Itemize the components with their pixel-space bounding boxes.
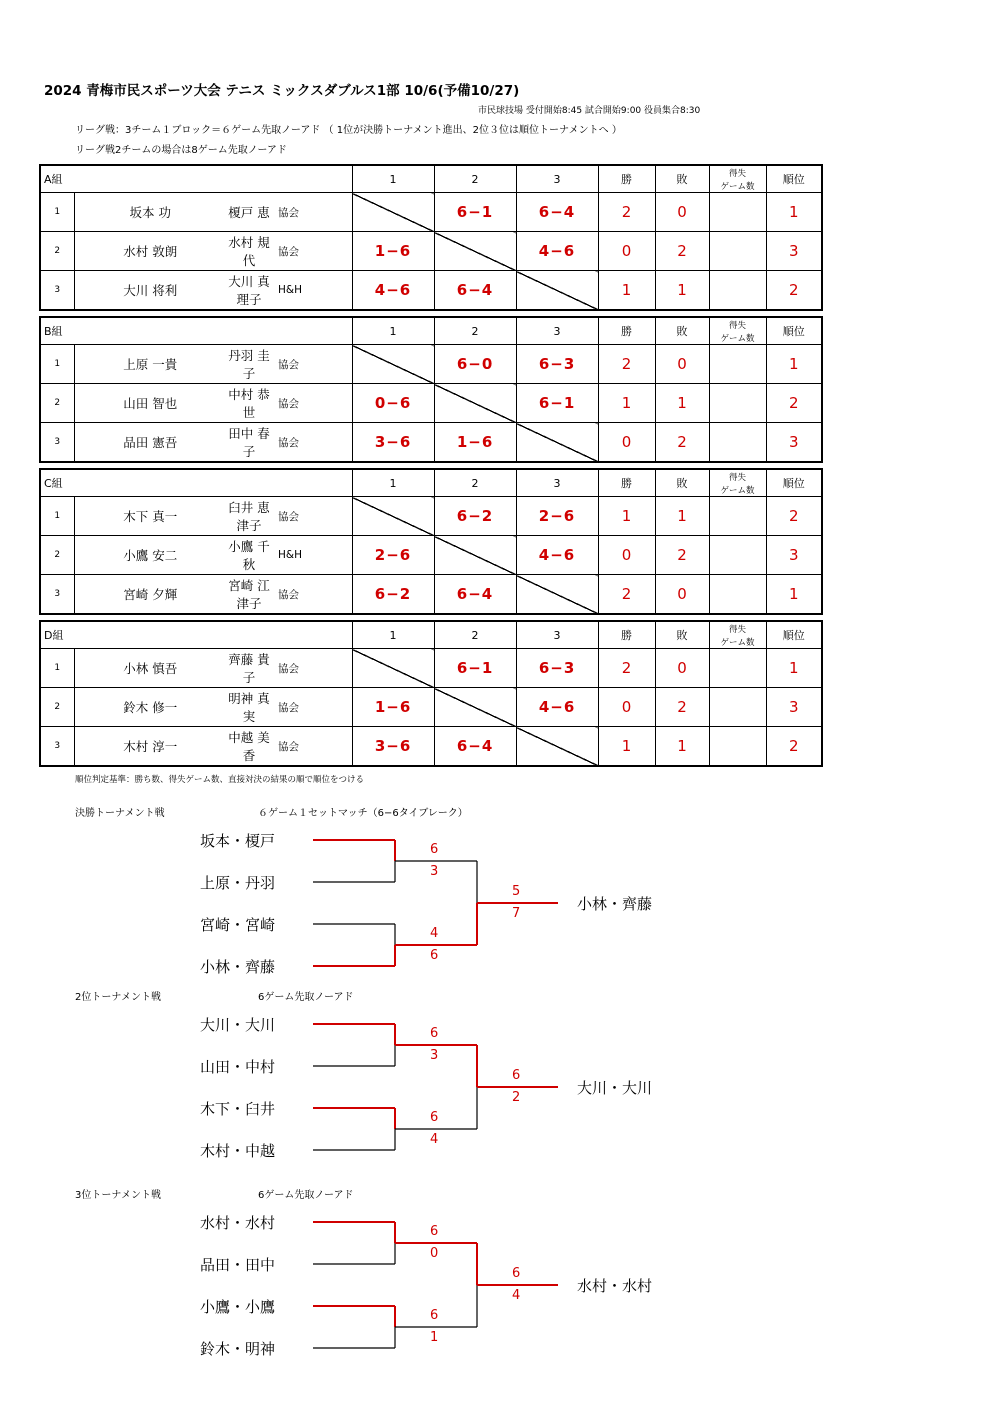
semifinal-2-score-top: 4 bbox=[430, 926, 439, 941]
header-col-3: 3 bbox=[516, 469, 598, 497]
semifinal-1-score-bottom: 3 bbox=[430, 864, 439, 879]
losses: 2 bbox=[655, 232, 709, 271]
header-rank: 順位 bbox=[766, 621, 822, 649]
score-vs-3: 2−6 bbox=[516, 497, 598, 536]
row-number: 3 bbox=[40, 271, 74, 311]
losses: 1 bbox=[655, 384, 709, 423]
losses: 1 bbox=[655, 271, 709, 311]
wins: 1 bbox=[598, 727, 655, 767]
row-number: 1 bbox=[40, 497, 74, 536]
tournament-format: 6ゲーム先取ノーアド bbox=[258, 992, 354, 1003]
semifinal-2-score-bottom: 4 bbox=[430, 1132, 439, 1147]
player-1: 水村 敦朗 bbox=[74, 232, 226, 271]
wins: 2 bbox=[598, 575, 655, 615]
score-vs-1: 4−6 bbox=[352, 271, 434, 311]
affiliation: 協会 bbox=[272, 497, 352, 536]
final-score-top: 6 bbox=[512, 1068, 521, 1083]
player-2: 小鷹 千秋 bbox=[226, 536, 272, 575]
player-1: 鈴木 修一 bbox=[74, 688, 226, 727]
player-2: 中越 美香 bbox=[226, 727, 272, 767]
row-number: 2 bbox=[40, 688, 74, 727]
header-win: 勝 bbox=[598, 621, 655, 649]
header-diff-line1: 得失 bbox=[729, 169, 747, 179]
losses: 2 bbox=[655, 536, 709, 575]
losses: 1 bbox=[655, 727, 709, 767]
tournament-winner: 小林・齊藤 bbox=[577, 895, 653, 913]
score-vs-2: 6−0 bbox=[434, 345, 516, 384]
player-2: 中村 恭世 bbox=[226, 384, 272, 423]
header-loss: 敗 bbox=[655, 469, 709, 497]
header-col-3: 3 bbox=[516, 621, 598, 649]
header-diff-line1: 得失 bbox=[729, 625, 747, 635]
final-score-bottom: 2 bbox=[512, 1090, 521, 1105]
header-rank: 順位 bbox=[766, 469, 822, 497]
venue-info: 市民球技場 受付開始8:45 試合開始9:00 役員集合8:30 bbox=[478, 106, 701, 116]
header-col-3: 3 bbox=[516, 317, 598, 345]
wins: 2 bbox=[598, 649, 655, 688]
player-1: 小鷹 安二 bbox=[74, 536, 226, 575]
row-number: 3 bbox=[40, 423, 74, 463]
semifinal-2-score-top: 6 bbox=[430, 1308, 439, 1323]
wins: 2 bbox=[598, 193, 655, 232]
player-1: 山田 智也 bbox=[74, 384, 226, 423]
score-vs-2: 1−6 bbox=[434, 423, 516, 463]
player-1: 大川 将利 bbox=[74, 271, 226, 311]
wins: 0 bbox=[598, 423, 655, 463]
bracket-player: 水村・水村 bbox=[200, 1214, 276, 1232]
rank: 1 bbox=[766, 575, 822, 615]
wins: 1 bbox=[598, 497, 655, 536]
bracket-player: 坂本・榎戸 bbox=[200, 832, 276, 850]
bracket-player: 上原・丹羽 bbox=[200, 874, 276, 892]
rank: 2 bbox=[766, 271, 822, 311]
player-1: 品田 憲吾 bbox=[74, 423, 226, 463]
header-loss: 敗 bbox=[655, 621, 709, 649]
header-rank: 順位 bbox=[766, 317, 822, 345]
score-vs-1: 1−6 bbox=[352, 688, 434, 727]
rank: 1 bbox=[766, 193, 822, 232]
tournament-label: 決勝トーナメント戦 bbox=[75, 808, 165, 819]
header-col-1: 1 bbox=[352, 621, 434, 649]
score-vs-3: 6−3 bbox=[516, 649, 598, 688]
bracket-player: 山田・中村 bbox=[200, 1058, 276, 1076]
semifinal-1-score-top: 6 bbox=[430, 842, 439, 857]
wins: 0 bbox=[598, 536, 655, 575]
wins: 0 bbox=[598, 232, 655, 271]
rank: 3 bbox=[766, 232, 822, 271]
bracket-player: 木村・中越 bbox=[200, 1142, 276, 1160]
header-win: 勝 bbox=[598, 165, 655, 193]
losses: 0 bbox=[655, 193, 709, 232]
header-diff-line2: ゲーム数 bbox=[720, 486, 755, 496]
player-1: 上原 一貴 bbox=[74, 345, 226, 384]
affiliation: 協会 bbox=[272, 345, 352, 384]
rank: 3 bbox=[766, 423, 822, 463]
score-vs-3: 4−6 bbox=[516, 688, 598, 727]
tournament-format: 6ゲーム先取ノーアド bbox=[258, 1190, 354, 1201]
semifinal-2-score-bottom: 1 bbox=[430, 1330, 439, 1345]
player-2: 田中 春子 bbox=[226, 423, 272, 463]
player-2: 臼井 恵津子 bbox=[226, 497, 272, 536]
page-title: 2024 青梅市民スポーツ大会 テニス ミックスダブルス1部 10/6(予備10/27) bbox=[44, 83, 520, 99]
score-vs-1: 2−6 bbox=[352, 536, 434, 575]
bracket-player: 木下・臼井 bbox=[200, 1100, 276, 1118]
header-col-2: 2 bbox=[434, 621, 516, 649]
score-vs-2: 6−1 bbox=[434, 193, 516, 232]
score-vs-1: 0−6 bbox=[352, 384, 434, 423]
player-2: 齊藤 貴子 bbox=[226, 649, 272, 688]
header-loss: 敗 bbox=[655, 165, 709, 193]
affiliation: 協会 bbox=[272, 688, 352, 727]
group-name: B組 bbox=[40, 317, 272, 345]
wins: 2 bbox=[598, 345, 655, 384]
affiliation: 協会 bbox=[272, 575, 352, 615]
wins: 1 bbox=[598, 271, 655, 311]
final-score-bottom: 4 bbox=[512, 1288, 521, 1303]
score-vs-2: 6−2 bbox=[434, 497, 516, 536]
losses: 0 bbox=[655, 575, 709, 615]
affiliation: H&H bbox=[272, 536, 352, 575]
score-vs-3: 6−3 bbox=[516, 345, 598, 384]
score-vs-3: 4−6 bbox=[516, 232, 598, 271]
rank: 3 bbox=[766, 688, 822, 727]
player-2: 明神 真実 bbox=[226, 688, 272, 727]
bracket-player: 品田・田中 bbox=[200, 1256, 276, 1274]
bracket-player: 小鷹・小鷹 bbox=[200, 1298, 276, 1316]
header-loss: 敗 bbox=[655, 317, 709, 345]
header-col-3: 3 bbox=[516, 165, 598, 193]
header-col-1: 1 bbox=[352, 165, 434, 193]
semifinal-2-score-top: 6 bbox=[430, 1110, 439, 1125]
score-vs-3: 4−6 bbox=[516, 536, 598, 575]
header-col-1: 1 bbox=[352, 317, 434, 345]
group-name: A組 bbox=[40, 165, 272, 193]
header-col-1: 1 bbox=[352, 469, 434, 497]
bracket-player: 宮崎・宮崎 bbox=[200, 916, 276, 934]
row-number: 1 bbox=[40, 193, 74, 232]
header-diff-line1: 得失 bbox=[728, 473, 746, 483]
losses: 1 bbox=[655, 497, 709, 536]
score-vs-2: 6−4 bbox=[434, 727, 516, 767]
semifinal-2-score-bottom: 6 bbox=[430, 948, 439, 963]
player-1: 宮崎 夕輝 bbox=[74, 575, 226, 615]
affiliation: H&H bbox=[272, 271, 352, 311]
player-2: 丹羽 圭子 bbox=[226, 345, 272, 384]
player-1: 木村 淳一 bbox=[74, 727, 226, 767]
row-number: 1 bbox=[40, 649, 74, 688]
losses: 0 bbox=[655, 649, 709, 688]
rank: 1 bbox=[766, 345, 822, 384]
rank: 2 bbox=[766, 384, 822, 423]
ranking-criteria: 順位判定基準：勝ち数、得失ゲーム数、直接対決の結果の順で順位をつける bbox=[75, 775, 365, 785]
score-vs-3: 6−4 bbox=[516, 193, 598, 232]
player-1: 小林 慎吾 bbox=[74, 649, 226, 688]
row-number: 2 bbox=[40, 536, 74, 575]
final-score-top: 5 bbox=[512, 884, 521, 899]
header-diff-line2: ゲーム数 bbox=[720, 182, 755, 192]
semifinal-1-score-top: 6 bbox=[430, 1026, 439, 1041]
header-win: 勝 bbox=[598, 317, 655, 345]
affiliation: 協会 bbox=[272, 649, 352, 688]
player-1: 坂本 功 bbox=[74, 193, 226, 232]
league-rule-2: リーグ戦2チームの場合は8ゲーム先取ノーアド bbox=[75, 145, 287, 156]
losses: 2 bbox=[655, 423, 709, 463]
rank: 2 bbox=[766, 727, 822, 767]
player-2: 大川 真理子 bbox=[226, 271, 272, 311]
rank: 3 bbox=[766, 536, 822, 575]
league-rule-1: リーグ戦：3チーム１ブロック＝６ゲーム先取ノーアド （ 1位が決勝トーナメント進出、2位３位は順位トーナメントへ ） bbox=[75, 125, 622, 136]
row-number: 2 bbox=[40, 232, 74, 271]
header-win: 勝 bbox=[598, 469, 655, 497]
bracket-player: 鈴木・明神 bbox=[200, 1340, 276, 1358]
header-col-2: 2 bbox=[434, 469, 516, 497]
affiliation: 協会 bbox=[272, 423, 352, 463]
rank: 2 bbox=[766, 497, 822, 536]
row-number: 3 bbox=[40, 575, 74, 615]
header-diff-line2: ゲーム数 bbox=[720, 334, 755, 344]
final-score-bottom: 7 bbox=[512, 906, 521, 921]
group-name: C組 bbox=[40, 469, 272, 497]
score-vs-1: 3−6 bbox=[352, 423, 434, 463]
score-vs-1: 1−6 bbox=[352, 232, 434, 271]
header-diff-line2: ゲーム数 bbox=[720, 638, 755, 648]
bracket-player: 小林・齊藤 bbox=[200, 958, 276, 976]
affiliation: 協会 bbox=[272, 193, 352, 232]
semifinal-1-score-bottom: 3 bbox=[430, 1048, 439, 1063]
score-vs-2: 6−1 bbox=[434, 649, 516, 688]
header-col-2: 2 bbox=[434, 317, 516, 345]
losses: 2 bbox=[655, 688, 709, 727]
group-name: D組 bbox=[40, 621, 272, 649]
affiliation: 協会 bbox=[272, 232, 352, 271]
tournament-winner: 大川・大川 bbox=[577, 1079, 653, 1097]
bracket-player: 大川・大川 bbox=[200, 1016, 276, 1034]
affiliation: 協会 bbox=[272, 727, 352, 767]
header-rank: 順位 bbox=[766, 165, 822, 193]
score-vs-3: 6−1 bbox=[516, 384, 598, 423]
final-score-top: 6 bbox=[512, 1266, 521, 1281]
player-1: 木下 真一 bbox=[74, 497, 226, 536]
row-number: 1 bbox=[40, 345, 74, 384]
semifinal-1-score-top: 6 bbox=[430, 1224, 439, 1239]
losses: 0 bbox=[655, 345, 709, 384]
header-col-2: 2 bbox=[434, 165, 516, 193]
wins: 0 bbox=[598, 688, 655, 727]
semifinal-1-score-bottom: 0 bbox=[430, 1246, 439, 1261]
header-diff-line1: 得失 bbox=[729, 321, 747, 331]
tournament-label: 2位トーナメント戦 bbox=[75, 992, 161, 1003]
player-2: 宮崎 江津子 bbox=[226, 575, 272, 615]
affiliation: 協会 bbox=[272, 384, 352, 423]
tournament-format: ６ゲーム１セットマッチ（6−6タイブレーク） bbox=[258, 808, 468, 819]
tournament-label: 3位トーナメント戦 bbox=[75, 1190, 161, 1201]
score-vs-2: 6−4 bbox=[434, 271, 516, 311]
player-2: 水村 規代 bbox=[226, 232, 272, 271]
score-vs-2: 6−4 bbox=[434, 575, 516, 615]
tournament-winner: 水村・水村 bbox=[577, 1277, 653, 1295]
score-vs-1: 3−6 bbox=[352, 727, 434, 767]
row-number: 3 bbox=[40, 727, 74, 767]
player-2: 榎戸 恵 bbox=[226, 193, 272, 232]
row-number: 2 bbox=[40, 384, 74, 423]
score-vs-1: 6−2 bbox=[352, 575, 434, 615]
rank: 1 bbox=[766, 649, 822, 688]
wins: 1 bbox=[598, 384, 655, 423]
